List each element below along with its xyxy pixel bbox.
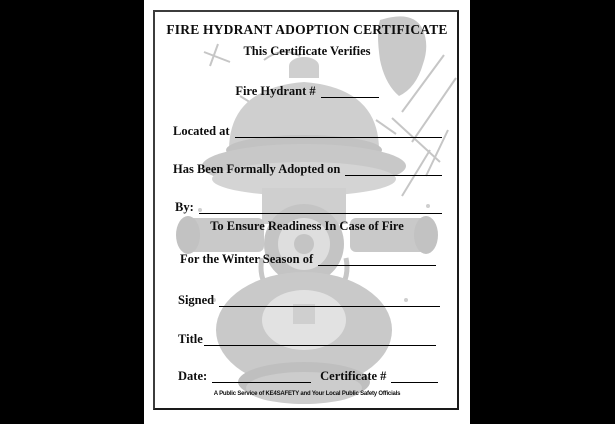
winter-season-label: For the Winter Season of bbox=[180, 252, 314, 266]
field-date-and-certificate-number bbox=[178, 369, 438, 383]
signed-label: Signed bbox=[178, 293, 215, 307]
located-at-blank-line bbox=[235, 124, 442, 138]
field-title bbox=[178, 332, 436, 346]
located-at-label: Located at bbox=[173, 124, 230, 138]
title-label: Title bbox=[178, 332, 203, 346]
certificate-title: FIRE HYDRANT ADOPTION CERTIFICATE bbox=[166, 22, 448, 37]
fire-hydrant-number-blank-line bbox=[321, 84, 379, 98]
by-blank-line bbox=[199, 200, 442, 214]
field-located-at bbox=[173, 124, 442, 138]
field-winter-season bbox=[180, 252, 436, 266]
field-fire-hydrant-number bbox=[144, 84, 470, 98]
field-by bbox=[175, 200, 442, 214]
footer-credit: A Public Service of KE4SAFETY and Your Local Public Safety Officials bbox=[213, 391, 401, 397]
title-blank-line bbox=[204, 332, 436, 346]
adopted-on-label: Has Been Formally Adopted on bbox=[173, 162, 341, 176]
fire-hydrant-number-label: Fire Hydrant # bbox=[235, 84, 316, 98]
certificate-number-blank-line bbox=[391, 369, 438, 383]
field-signed bbox=[178, 293, 440, 307]
signed-blank-line bbox=[219, 293, 440, 307]
certificate-subtitle: This Certificate Verifies bbox=[243, 44, 371, 58]
adopted-on-blank-line bbox=[345, 162, 442, 176]
by-label: By: bbox=[175, 200, 194, 214]
date-label: Date: bbox=[178, 369, 208, 383]
date-blank-line bbox=[212, 369, 311, 383]
certificate-page bbox=[144, 0, 470, 424]
winter-season-blank-line bbox=[318, 252, 436, 266]
field-adopted-on bbox=[173, 162, 442, 176]
certificate-number-label: Certificate # bbox=[320, 369, 387, 383]
statement-readiness: To Ensure Readiness In Case of Fire bbox=[210, 219, 404, 233]
